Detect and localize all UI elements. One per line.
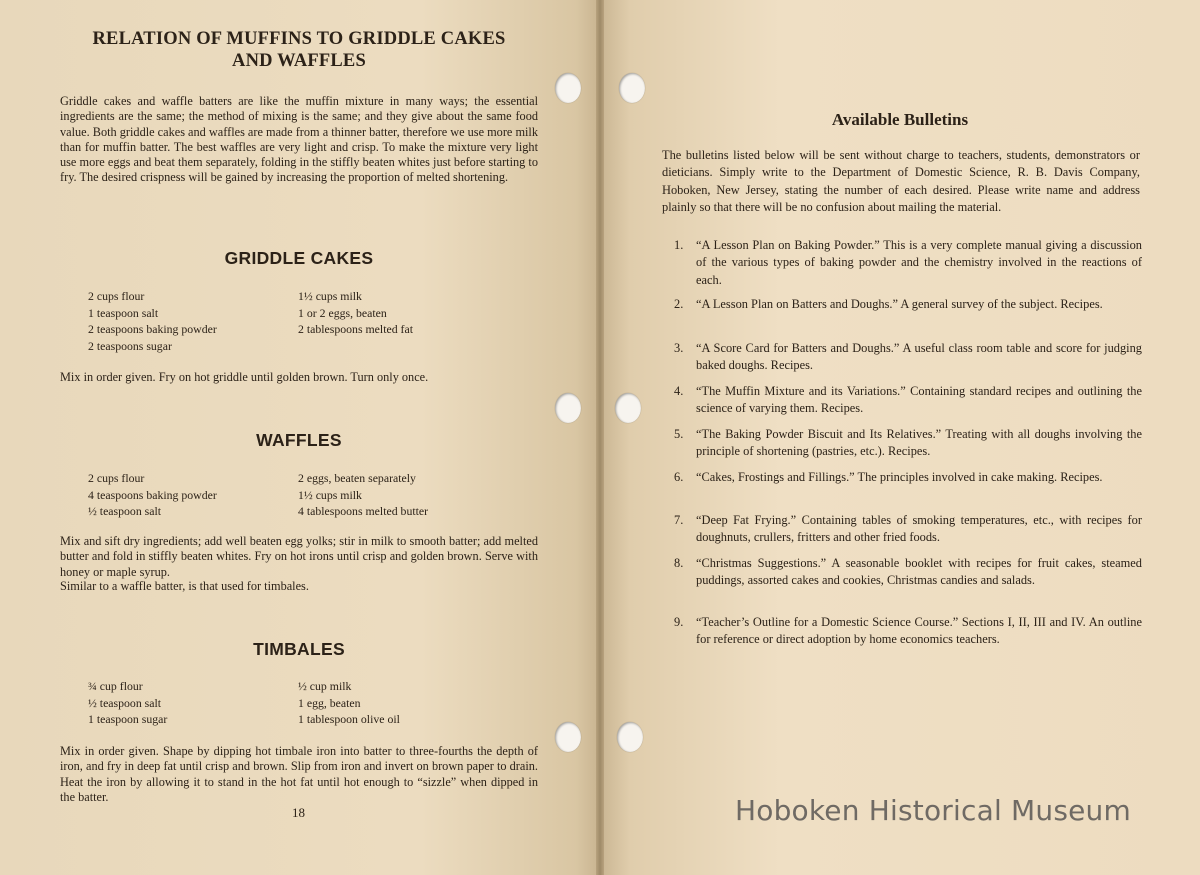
ingredient: 1 teaspoon salt	[88, 305, 159, 320]
binding-hole	[617, 722, 643, 752]
ingredient: 2 eggs, beaten separately	[298, 471, 416, 485]
bulletins-intro: The bulletins listed below will be sent without charge to teachers, students, demonstrators or dieticians. Simply write to the Department of Domestic Science, R. B. Davis Company, Hoboken, New Jersey, stating the number of each desired. Please write name and address plainly so that there will be no confusion about mailing the material.	[662, 148, 1140, 214]
waffles-ingredients-right	[298, 470, 428, 520]
bulletins-heading: Available Bulletins	[831, 110, 969, 129]
bulletin-number: 8.	[674, 556, 684, 570]
bulletin-text: “A Lesson Plan on Baking Powder.” This is a very complete manual giving a discussion of the various types of baking powder and the chemistry involved in the reactions of each.	[696, 238, 1142, 287]
ingredient: 1 teaspoon sugar	[88, 712, 168, 726]
bulletin-text: “The Muffin Mixture and its Variations.” Containing standard recipes and outlining the science of varying them. Recipes.	[696, 384, 1142, 416]
ingredient: ¾ cup flour	[88, 679, 143, 693]
ingredient: 2 tablespoons melted fat	[298, 322, 413, 336]
binding-hole	[555, 73, 581, 103]
right-page	[600, 0, 1200, 875]
griddle-ingredients-left	[88, 288, 217, 354]
ingredient: 1 egg, beaten	[298, 695, 361, 710]
ingredient: 1½ cups milk	[298, 289, 362, 303]
ingredient: 4 tablespoons melted butter	[298, 504, 429, 518]
binding-hole	[619, 73, 645, 103]
ingredient: 4 teaspoons baking powder	[88, 487, 217, 502]
bulletin-text: “The Baking Powder Biscuit and Its Relatives.” Treating with all doughs involving the principle of shortening (pastries, etc.). Recipes.	[696, 427, 1142, 459]
waffles-heading: WAFFLES	[256, 430, 342, 450]
bulletin-text: “Deep Fat Frying.” Containing tables of smoking temperatures, etc., with recipes for doughnuts, crullers, fritters and other fried foods.	[696, 513, 1142, 545]
bulletin-number: 9.	[674, 615, 684, 629]
waffles-ingredients-left	[88, 470, 217, 520]
bulletin-number: 3.	[674, 341, 684, 355]
binding-hole	[555, 393, 581, 423]
ingredient: 1 tablespoon olive oil	[298, 712, 400, 726]
timbales-heading: TIMBALES	[253, 639, 345, 659]
timbale-note: Similar to a waffle batter, is that used for timbales.	[60, 579, 309, 593]
griddle-cakes-heading: GRIDDLE CAKES	[224, 248, 374, 268]
binding-hole	[615, 393, 641, 423]
bulletin-text: “Cakes, Frostings and Fillings.” The principles involved in cake making. Recipes.	[696, 470, 1103, 484]
bulletin-text: “A Lesson Plan on Batters and Doughs.” A general survey of the subject. Recipes.	[696, 297, 1103, 311]
muffin-relation-paragraph: Griddle cakes and waffle batters are like the muffin mixture in many ways; the essential ingredients are the same; the method of mixing is the same; and they give about the same food value. Both griddle cakes and waffles are made from a thinner batter, therefore we use more milk than for muffin batter. The best waffles are very light and crisp. To make the mixture very light use more eggs and beat them separately, folding in the stiffly beaten whites just before starting to fry. The desired crispness will be gained by increasing the proportion of melted shortening.	[60, 94, 538, 185]
book-gutter	[596, 0, 604, 875]
bulletin-number: 1.	[674, 238, 684, 252]
ingredient: ½ cup milk	[298, 679, 352, 693]
page-title	[60, 28, 538, 72]
griddle-ingredients-right	[298, 288, 413, 338]
ingredient: 1 or 2 eggs, beaten	[298, 305, 387, 320]
bulletin-number: 6.	[674, 470, 684, 484]
bulletin-text: “A Score Card for Batters and Doughs.” A useful class room table and score for judging baked doughs. Recipes.	[696, 341, 1142, 373]
title-line-1: RELATION OF MUFFINS TO GRIDDLE CAKES	[92, 29, 506, 49]
museum-watermark: Hoboken Historical Museum	[735, 794, 1131, 827]
timbales-directions: Mix in order given. Shape by dipping hot timbale iron into batter to three-fourths the depth of iron, and fry in deep fat until crisp and brown. Slip from iron and invert on brown paper to drain. Heat the iron by allowing it to stand in the hot fat until hot enough to “sizzle” when dipped in the batter.	[60, 744, 538, 804]
bulletin-text: “Teacher’s Outline for a Domestic Science Course.” Sections I, II, III and IV. An outline for reference or direct adoption by home economics teachers.	[696, 615, 1142, 647]
ingredient: ½ teaspoon salt	[88, 504, 162, 518]
timbales-ingredients-right	[298, 678, 400, 728]
ingredient: 2 teaspoons baking powder	[88, 322, 217, 336]
bulletin-number: 2.	[674, 297, 684, 311]
bulletin-number: 5.	[674, 427, 684, 441]
bulletin-number: 4.	[674, 384, 684, 398]
ingredient: 2 cups flour	[88, 289, 145, 303]
ingredient: ½ teaspoon salt	[88, 695, 162, 710]
waffles-directions: Mix and sift dry ingredients; add well beaten egg yolks; stir in milk to smooth batter; add melted butter and fold in stiffly beaten whites. Fry on hot irons until crisp and golden brown. Serve with honey or maple syrup.	[60, 534, 538, 579]
bulletin-text: “Christmas Suggestions.” A seasonable booklet with recipes for fruit cakes, steamed puddings, assorted cakes and cookies, Christmas candies and salads.	[696, 556, 1142, 588]
ingredient: 1½ cups milk	[298, 487, 362, 502]
griddle-directions: Mix in order given. Fry on hot griddle until golden brown. Turn only once.	[60, 370, 429, 384]
title-line-2: AND WAFFLES	[232, 51, 366, 71]
bulletin-number: 7.	[674, 513, 684, 527]
page-number: 18	[292, 805, 305, 820]
timbales-ingredients-left	[88, 678, 167, 728]
ingredient: 2 cups flour	[88, 471, 145, 485]
binding-hole	[555, 722, 581, 752]
ingredient: 2 teaspoons sugar	[88, 338, 172, 353]
